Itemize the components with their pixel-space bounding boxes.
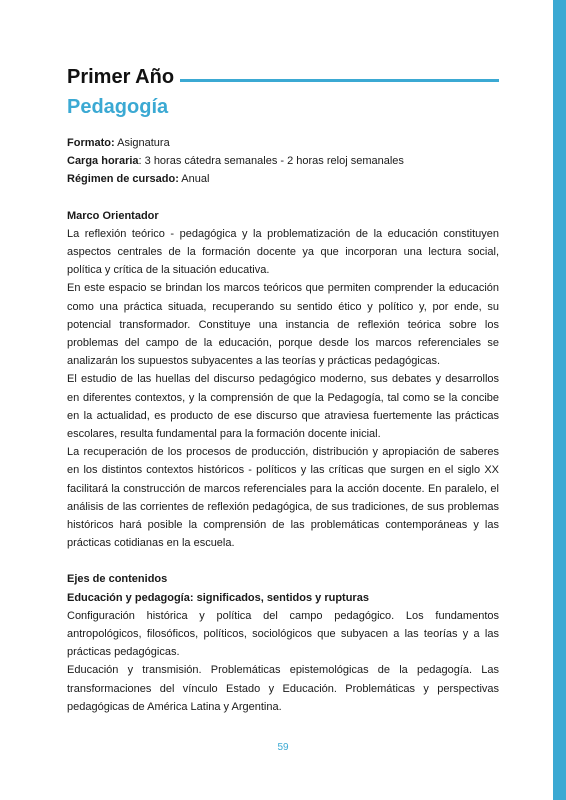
workload-label: Carga horaria <box>67 155 139 168</box>
spacer <box>67 552 499 570</box>
ejes-paragraph: Configuración histórica y política del campo pedagógico. Los fundamentos antropológicos, filosóficos, políticos, sociológicos que subyacen a las teorías y a las prácticas pedagógicas. <box>67 609 499 659</box>
ejes-subheading: Educación y pedagogía: significados, sentidos y rupturas <box>67 591 369 604</box>
ejes-paragraph: Educación y transmisión. Problemáticas epistemológicas de la pedagogía. Las transformaciones del vínculo Estado y Educación. Problemáticas y perspectivas pedagógicas de América Latina y Argentina. <box>67 664 499 713</box>
marco-paragraph: El estudio de las huellas del discurso pedagógico moderno, sus debates y desarrollos en diferentes contextos, y la comprensión de que la Pedagogía, tal como se la concibe en la actualidad, es producto de ese discurso que atraviesa fuertemente las prácticas escolares, resulta fundamental para la formación docente inicial. <box>67 373 499 441</box>
regime-line <box>67 170 499 188</box>
workload-value: : 3 horas cátedra semanales - 2 horas reloj semanales <box>138 155 404 168</box>
page-number: 59 <box>277 742 289 753</box>
format-label: Formato: <box>67 137 115 149</box>
side-accent-bar <box>553 0 566 800</box>
workload-line <box>67 152 499 170</box>
year-title: Primer Año <box>67 66 175 88</box>
ejes-heading: Ejes de contenidos <box>67 573 168 586</box>
marco-paragraph: La recuperación de los procesos de producción, distribución y apropiación de saberes en los distintos contextos históricos - políticos y las críticas que surgen en el siglo XX facilitará la construcción de marcos referenciales para la acción docente. En paralelo, el análisis de las corrientes de reflexión pedagógica, de sus tradiciones, de sus problemas históricos hará posible la comprensión de las problemáticas contemporáneas y las prácticas cotidianas en la escuela. <box>67 446 499 550</box>
format-line <box>67 134 499 152</box>
format-value: Asignatura <box>114 137 170 149</box>
spacer <box>67 189 499 207</box>
main-content <box>67 134 499 716</box>
regime-label: Régimen de cursado: <box>67 173 179 186</box>
marco-heading: Marco Orientador <box>67 209 159 222</box>
marco-paragraph: La reflexión teórico - pedagógica y la problematización de la educación constituyen aspectos centrales de la formación docente ya que incorporan una lectura social, política y crítica de la situación educativa. <box>67 227 499 277</box>
header-rule <box>180 79 499 82</box>
regime-value: Anual <box>178 173 210 186</box>
page-header <box>67 66 499 96</box>
subject-title: Pedagogía <box>67 96 169 118</box>
marco-paragraph: En este espacio se brindan los marcos teóricos que permiten comprender la educación como una práctica situada, recuperando su sentido ético y político y, por ende, su potencial transformador. Constituye una instancia de reflexión teórica sobre los problemas del campo de la educación, porque desde los marcos referenciales se analizarán los supuestos subyacentes a las teorías y prácticas pedagógicas. <box>67 282 499 368</box>
